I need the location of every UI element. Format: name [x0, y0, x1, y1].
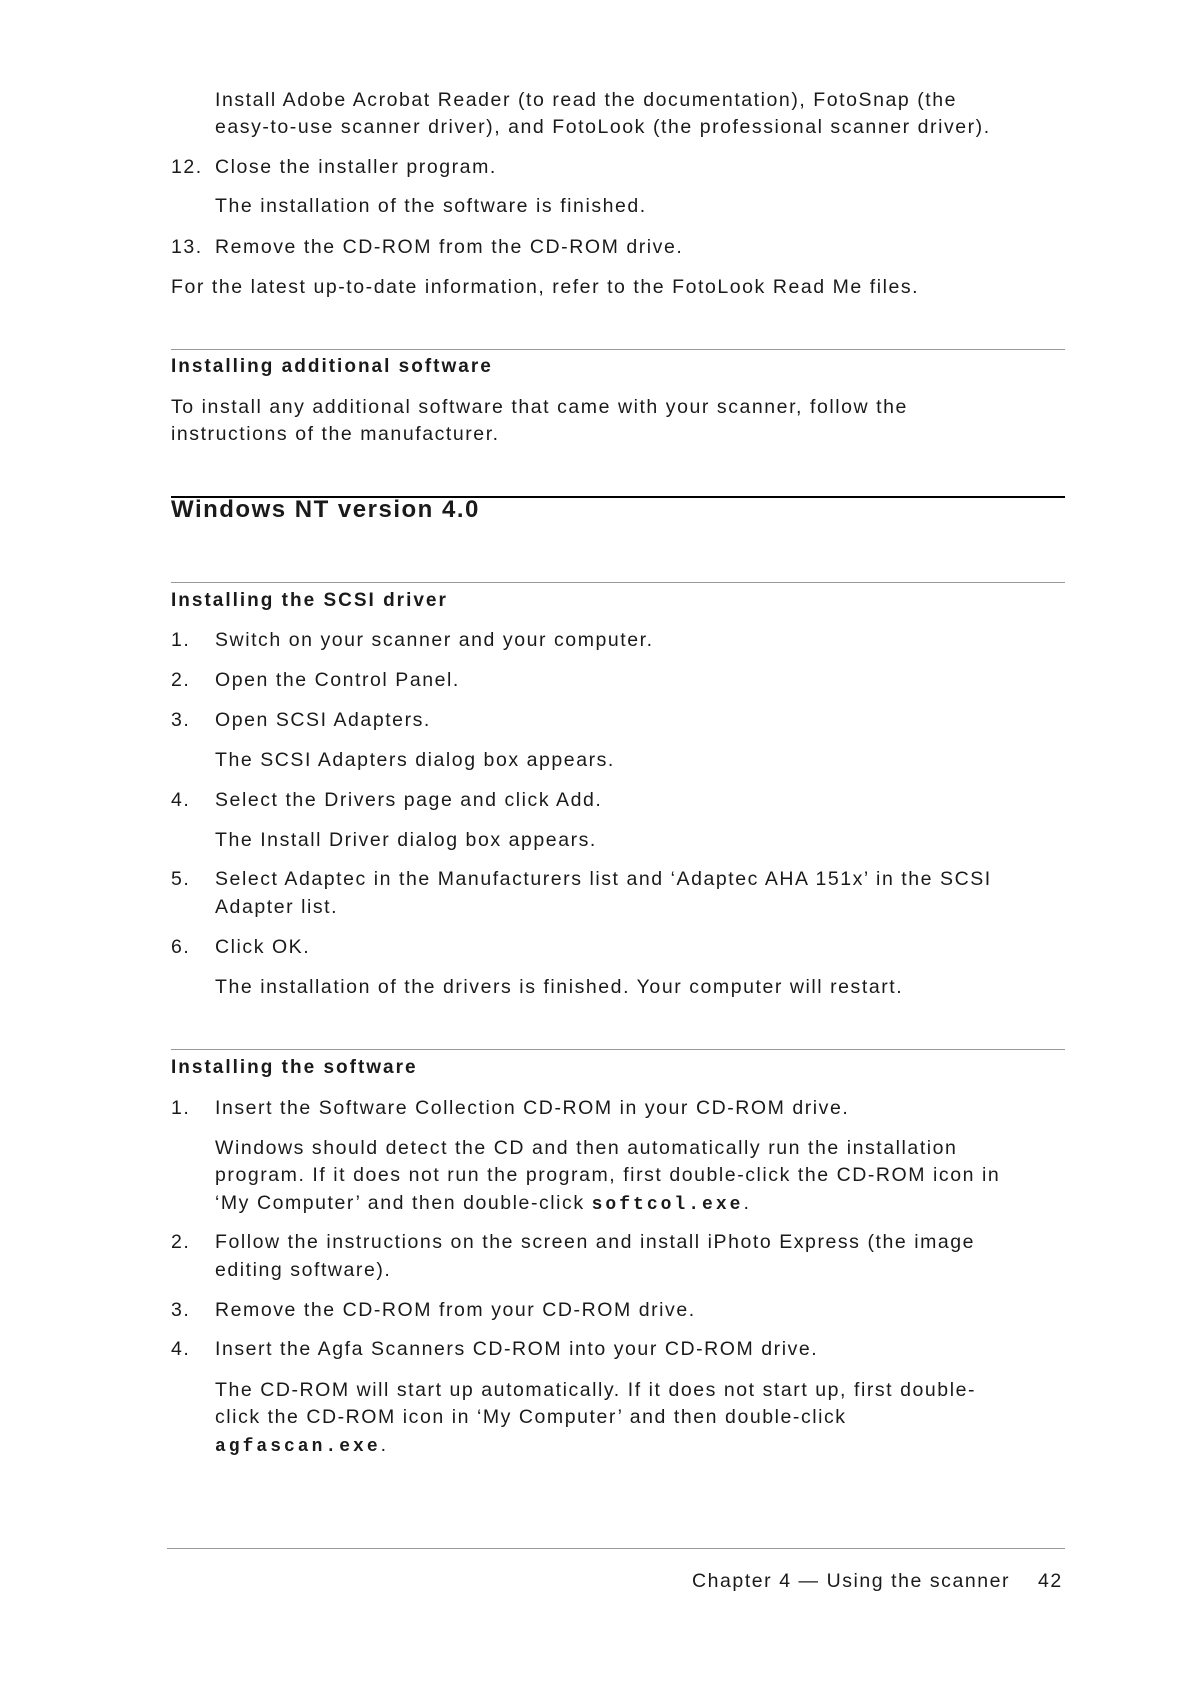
- section-heading: Installing the SCSI driver: [171, 590, 448, 611]
- note-text: .: [380, 1434, 388, 1456]
- step-note: Windows should detect the CD and then automatically run the installation: [215, 1137, 958, 1159]
- step-text: Remove the CD-ROM from the CD-ROM drive.: [215, 236, 684, 258]
- paragraph: easy-to-use scanner driver), and FotoLook (the professional scanner driver).: [215, 116, 991, 138]
- step-number: 1.: [171, 629, 191, 651]
- step-number: 12.: [171, 156, 203, 178]
- step-text: Select the Drivers page and click Add.: [215, 789, 603, 811]
- footer-divider: [167, 1548, 1065, 1549]
- step-number: 3.: [171, 1299, 191, 1321]
- paragraph: instructions of the manufacturer.: [171, 423, 500, 445]
- step-text: Switch on your scanner and your computer.: [215, 629, 654, 651]
- step-text: editing software).: [215, 1259, 392, 1281]
- step-note: program. If it does not run the program, first double-click the CD-ROM icon in: [215, 1164, 1001, 1186]
- paragraph: Install Adobe Acrobat Reader (to read the documentation), FotoSnap (the: [215, 89, 958, 111]
- step-number: 5.: [171, 868, 191, 890]
- step-note: The Install Driver dialog box appears.: [215, 829, 597, 851]
- step-number: 6.: [171, 936, 191, 958]
- step-number: 1.: [171, 1097, 191, 1119]
- note-text: .: [743, 1192, 751, 1214]
- section-heading: Installing additional software: [171, 356, 493, 377]
- footer-chapter: Chapter 4 — Using the scanner: [692, 1570, 1011, 1592]
- step-text: Select Adaptec in the Manufacturers list and ‘Adaptec AHA 151x’ in the SCSI: [215, 868, 992, 890]
- step-number: 2.: [171, 1231, 191, 1253]
- step-text: Open SCSI Adapters.: [215, 709, 431, 731]
- section-divider: [171, 349, 1065, 350]
- step-text: Adapter list.: [215, 896, 339, 918]
- section-divider: [171, 582, 1065, 583]
- step-number: 4.: [171, 1338, 191, 1360]
- filename: softcol.exe: [591, 1195, 744, 1215]
- step-text: Insert the Software Collection CD-ROM in your CD-ROM drive.: [215, 1097, 850, 1119]
- step-text: Open the Control Panel.: [215, 669, 460, 691]
- step-number: 2.: [171, 669, 191, 691]
- page-number: 42: [1038, 1570, 1063, 1592]
- step-note: The installation of the software is finished.: [215, 195, 647, 217]
- section-divider: [171, 1049, 1065, 1050]
- paragraph: To install any additional software that came with your scanner, follow the: [171, 396, 908, 418]
- step-number: 4.: [171, 789, 191, 811]
- step-text: Close the installer program.: [215, 156, 497, 178]
- step-number: 13.: [171, 236, 203, 258]
- step-text: Insert the Agfa Scanners CD-ROM into your CD-ROM drive.: [215, 1338, 819, 1360]
- step-note: [215, 1433, 388, 1459]
- step-note: The SCSI Adapters dialog box appears.: [215, 749, 615, 771]
- step-note: The installation of the drivers is finished. Your computer will restart.: [215, 976, 904, 998]
- step-note: The CD-ROM will start up automatically. If it does not start up, first double-: [215, 1379, 977, 1401]
- paragraph: For the latest up-to-date information, refer to the FotoLook Read Me files.: [171, 276, 920, 298]
- section-heading: Installing the software: [171, 1057, 418, 1078]
- step-number: 3.: [171, 709, 191, 731]
- note-text: ‘My Computer’ and then double-click: [215, 1192, 592, 1214]
- step-text: Follow the instructions on the screen and install iPhoto Express (the image: [215, 1231, 976, 1253]
- step-text: Remove the CD-ROM from your CD-ROM drive.: [215, 1299, 696, 1321]
- step-note: click the CD-ROM icon in ‘My Computer’ and then double-click: [215, 1406, 847, 1428]
- page-heading: Windows NT version 4.0: [171, 496, 480, 523]
- step-note: [215, 1191, 750, 1217]
- step-text: Click OK.: [215, 936, 311, 958]
- filename: agfascan.exe: [215, 1437, 381, 1457]
